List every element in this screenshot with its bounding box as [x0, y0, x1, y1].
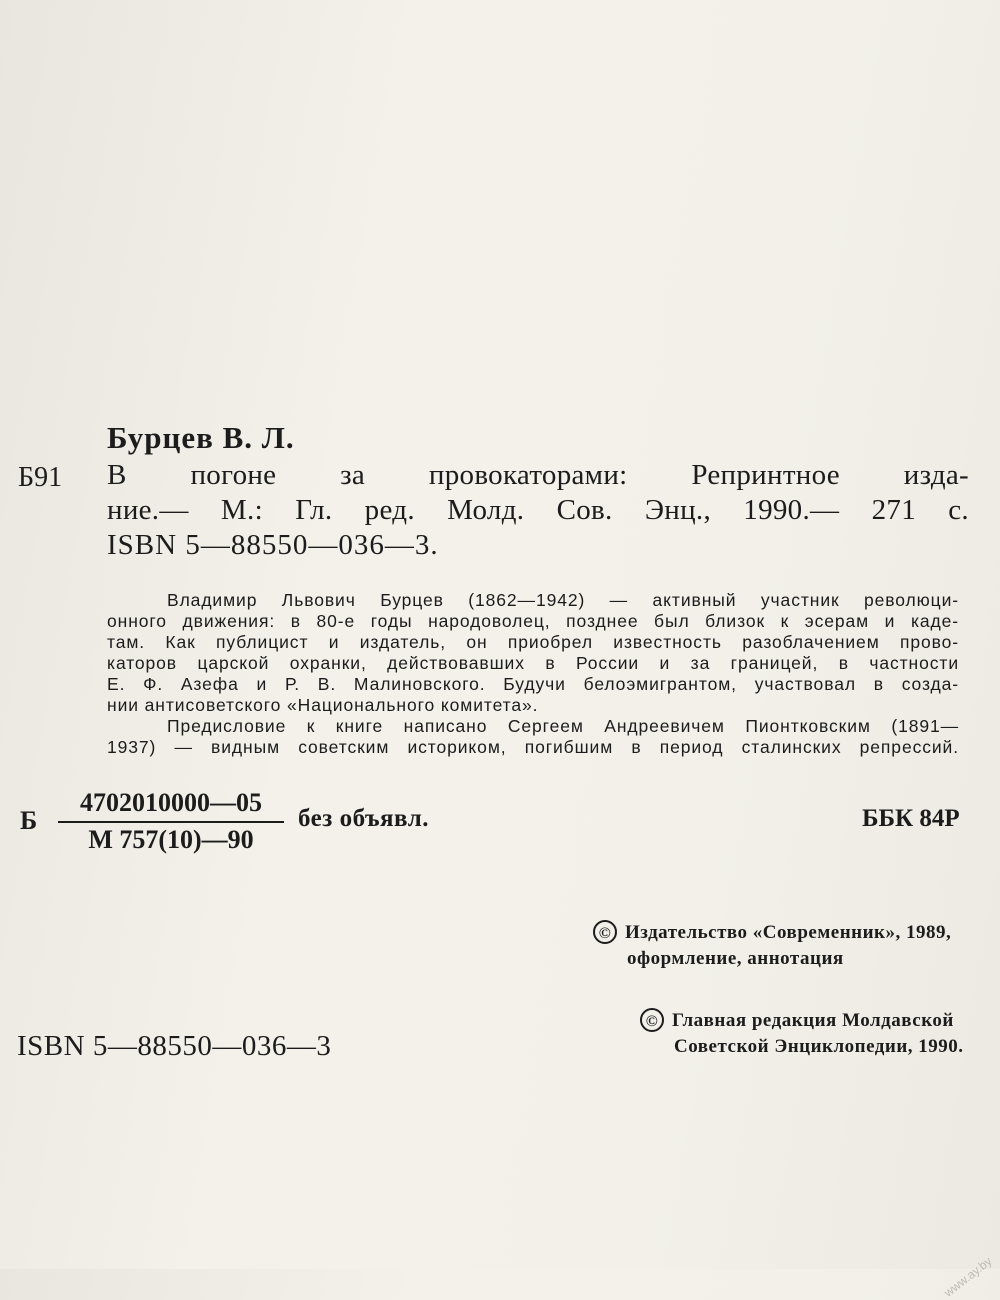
fraction-denominator: М 757(10)—90	[88, 825, 254, 854]
classification-fraction	[58, 788, 284, 855]
annotation-paragraph	[107, 716, 959, 758]
annotation-line: Предисловие к книге написано Сергеем Андреевичем Пионтковским (1891—	[167, 716, 959, 736]
copyright-line: оформление, аннотация	[627, 948, 844, 969]
annotation	[107, 590, 959, 758]
annotation-line: онного движения: в 80-е годы народоволец, позднее был близок к эсерам и каде-	[107, 611, 959, 631]
title-line: ISBN 5—88550—036—3.	[107, 529, 439, 561]
library-index-code: Б91	[18, 462, 63, 493]
title-line: В погоне за провокаторами: Репринтное изда-	[107, 459, 969, 491]
copyright-line: Главная редакция Молдавской	[672, 1010, 954, 1031]
annotation-paragraph	[107, 590, 959, 716]
author-name: Бурцев В. Л.	[107, 420, 295, 455]
annotation-line: там. Как публицист и издатель, он приобрел известность разоблачением прово-	[107, 632, 959, 652]
annotation-line: 1937) — видным советским историком, погибшим в период сталинских репрессий.	[107, 737, 959, 757]
annotation-line: Е. Ф. Азефа и Р. В. Малиновского. Будучи белоэмигрантом, участвовал в созда-	[107, 674, 959, 694]
copyright-icon: ©	[593, 920, 617, 944]
annotation-line: Владимир Львович Бурцев (1862—1942) — активный участник революци-	[167, 590, 959, 610]
copyright-publisher	[593, 920, 951, 972]
no-ads-note: без объявл.	[298, 805, 429, 832]
isbn-number: ISBN 5—88550—036—3	[17, 1030, 332, 1062]
annotation-line: каторов царской охранки, действовавших в России и за границей, в частности	[107, 653, 959, 673]
copyright-icon: ©	[640, 1008, 664, 1032]
copyright-line: Советской Энциклопедии, 1990.	[674, 1036, 964, 1057]
bbk-code: ББК 84Р	[862, 805, 960, 832]
title-line: ние.— М.: Гл. ред. Молд. Сов. Энц., 1990.— 271 с.	[107, 494, 969, 526]
copyright-editorial	[640, 1008, 964, 1060]
classification-letter: Б	[20, 806, 38, 835]
fraction-numerator: 4702010000—05	[58, 788, 284, 823]
copyright-line: Издательство «Современник», 1989,	[625, 922, 952, 943]
bibliographic-title	[107, 458, 969, 563]
annotation-line: нии антисоветского «Национального комитета».	[107, 695, 539, 715]
site-watermark: www.ay.by	[940, 1253, 994, 1300]
